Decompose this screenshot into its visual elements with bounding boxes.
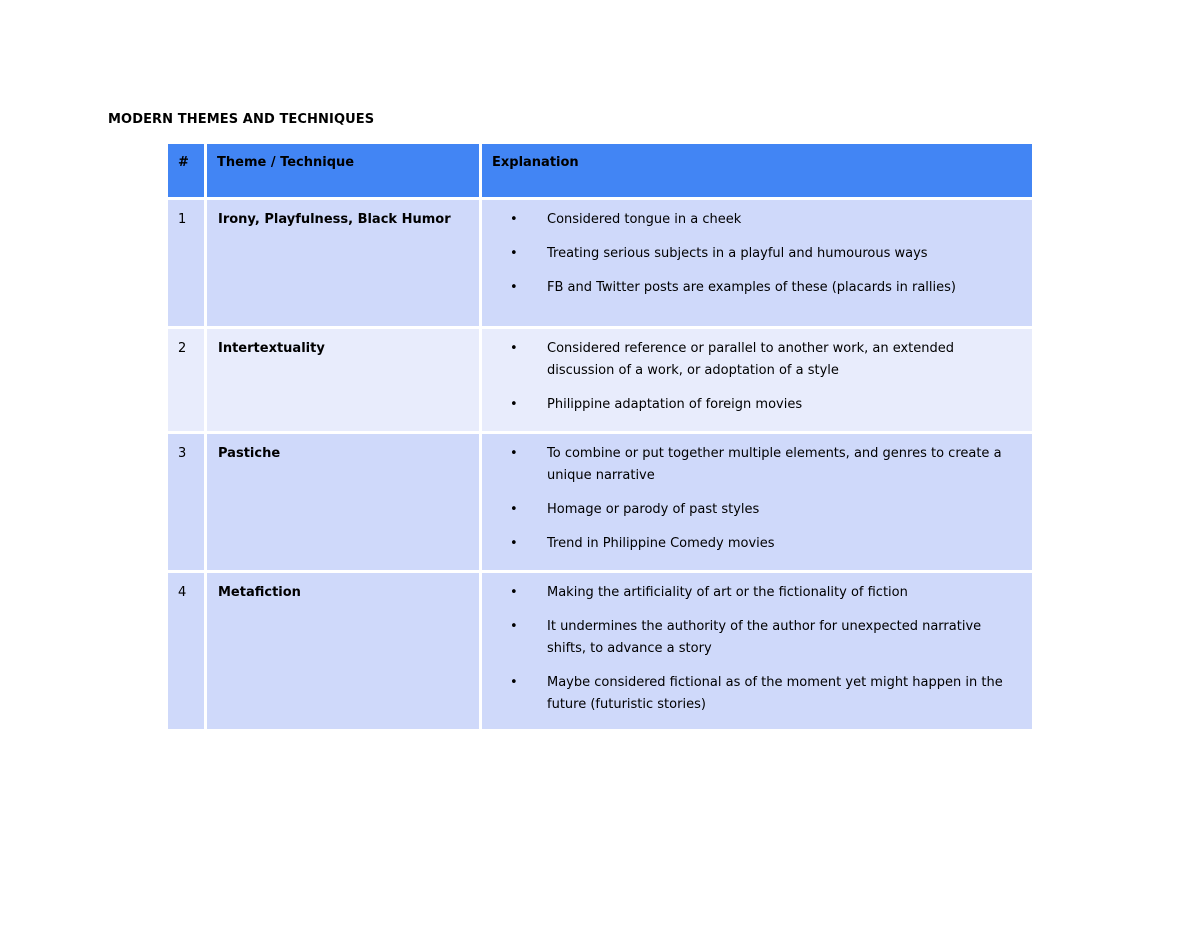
row-theme: Metafiction bbox=[207, 573, 479, 729]
bullet-item bbox=[510, 209, 1024, 231]
bullet-item bbox=[510, 533, 1024, 555]
bullet-text: FB and Twitter posts are examples of these (placards in rallies) bbox=[547, 280, 956, 295]
row-explanation bbox=[482, 200, 1032, 326]
row-number: 4 bbox=[168, 573, 204, 729]
row-explanation bbox=[482, 329, 1032, 431]
header-theme: Theme / Technique bbox=[207, 144, 479, 197]
row-number: 2 bbox=[168, 329, 204, 431]
bullet-list bbox=[510, 443, 1024, 555]
row-theme: Pastiche bbox=[207, 434, 479, 570]
row-theme: Intertextuality bbox=[207, 329, 479, 431]
bullet-text: Making the artificiality of art or the fictionality of fiction bbox=[547, 585, 908, 600]
bullet-item bbox=[510, 582, 1024, 604]
row-number: 3 bbox=[168, 434, 204, 570]
bullet-text: To combine or put together multiple elements, and genres to create a unique narrative bbox=[547, 446, 1002, 483]
bullet-text: Trend in Philippine Comedy movies bbox=[547, 536, 775, 551]
bullet-item bbox=[510, 394, 1024, 416]
bullet-list bbox=[510, 582, 1024, 716]
bullet-item bbox=[510, 499, 1024, 521]
bullet-icon: • bbox=[510, 619, 518, 634]
bullet-icon: • bbox=[510, 446, 518, 461]
bullet-list bbox=[510, 338, 1024, 416]
bullet-text: It undermines the authority of the author for unexpected narrative shifts, to advance a story bbox=[547, 619, 982, 656]
themes-table bbox=[168, 144, 1032, 729]
bullet-item bbox=[510, 616, 1024, 660]
bullet-text: Considered reference or parallel to another work, an extended discussion of a work, or adoptation of a style bbox=[547, 341, 954, 378]
bullet-icon: • bbox=[510, 212, 518, 227]
bullet-icon: • bbox=[510, 246, 518, 261]
row-explanation bbox=[482, 573, 1032, 729]
bullet-icon: • bbox=[510, 280, 518, 295]
row-explanation bbox=[482, 434, 1032, 570]
bullet-icon: • bbox=[510, 397, 518, 412]
row-number: 1 bbox=[168, 200, 204, 326]
bullet-item bbox=[510, 338, 1024, 382]
bullet-icon: • bbox=[510, 675, 518, 690]
bullet-item bbox=[510, 277, 1024, 299]
bullet-icon: • bbox=[510, 536, 518, 551]
bullet-item bbox=[510, 672, 1024, 716]
bullet-text: Homage or parody of past styles bbox=[547, 502, 760, 517]
bullet-icon: • bbox=[510, 502, 518, 517]
header-number: # bbox=[168, 144, 204, 197]
bullet-list bbox=[510, 209, 1024, 299]
bullet-text: Treating serious subjects in a playful and humourous ways bbox=[547, 246, 928, 261]
bullet-item bbox=[510, 243, 1024, 265]
row-theme: Irony, Playfulness, Black Humor bbox=[207, 200, 479, 326]
bullet-icon: • bbox=[510, 585, 518, 600]
header-explanation: Explanation bbox=[482, 144, 1032, 197]
bullet-text: Philippine adaptation of foreign movies bbox=[547, 397, 803, 412]
bullet-icon: • bbox=[510, 341, 518, 356]
document-title: MODERN THEMES AND TECHNIQUES bbox=[108, 112, 375, 127]
bullet-item bbox=[510, 443, 1024, 487]
bullet-text: Considered tongue in a cheek bbox=[547, 212, 742, 227]
bullet-text: Maybe considered fictional as of the moment yet might happen in the future (futuristic stories) bbox=[547, 675, 1003, 712]
